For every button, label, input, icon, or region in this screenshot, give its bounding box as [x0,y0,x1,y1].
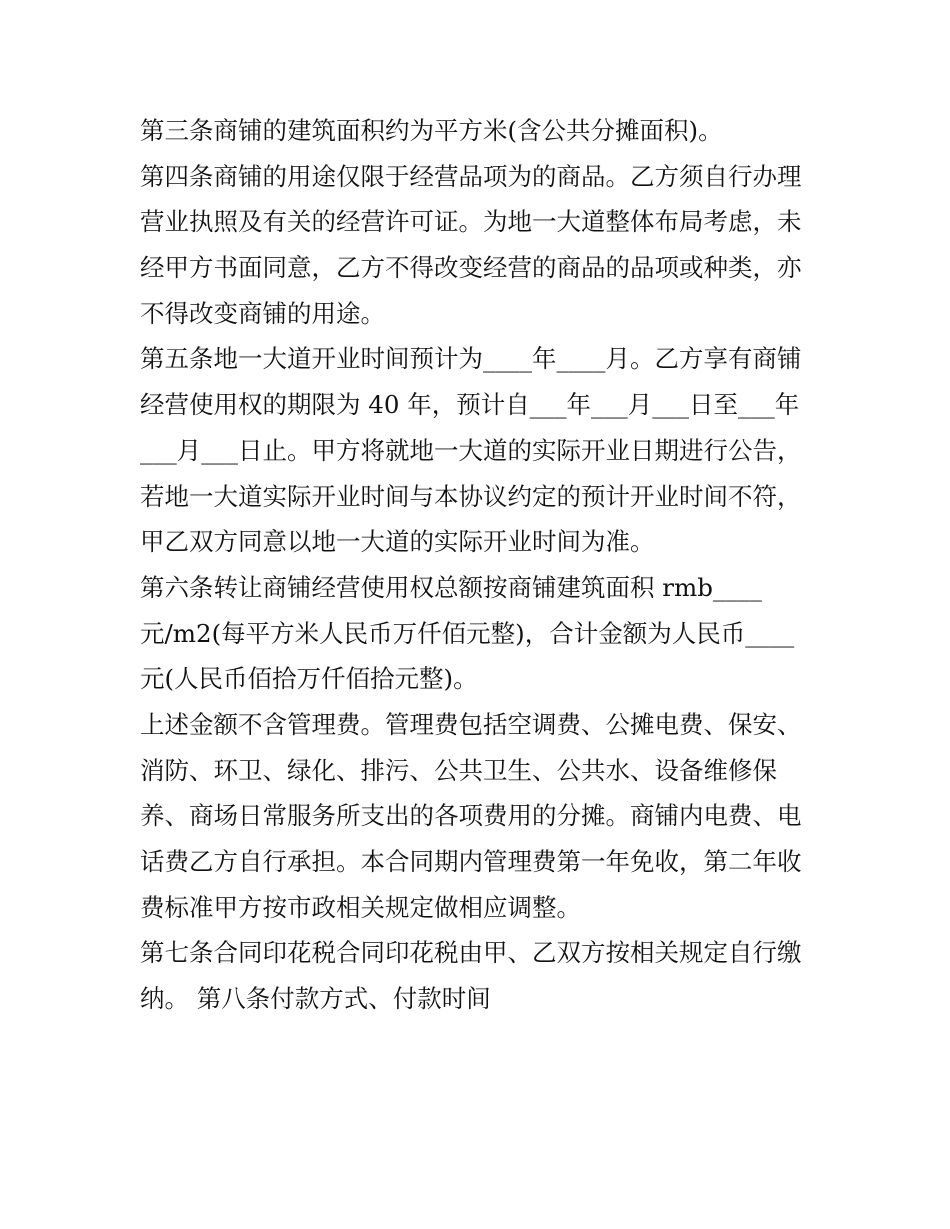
text-line: 元(人民币佰拾万仟佰拾元整)。 [140,664,478,694]
text-line: 纳。 第八条付款方式、付款时间 [140,984,491,1014]
text-line: 第七条合同印花税合同印花税由甲、乙双方按相关规定自行缴 [140,938,802,968]
text-line: 养、商场日常服务所支出的各项费用的分摊。商铺内电费、电 [140,801,802,831]
text-line: 经营使用权的期限为 40 年，预计自___年___月___日至___年 [140,390,800,420]
text-line: 上述金额不含管理费。管理费包括空调费、公摊电费、保安、 [140,709,802,739]
text-line: 第三条商铺的建筑面积约为平方米(含公共分摊面积)。 [140,116,723,145]
text-line: 甲乙双方同意以地一大道的实际开业时间为准。 [140,527,655,557]
text-line: 经甲方书面同意，乙方不得改变经营的商品的品项或种类，亦 [140,253,802,283]
text-line: 第五条地一大道开业时间预计为____年____月。乙方享有商铺 [140,344,802,374]
text-line: 不得改变商铺的用途。 [140,298,385,328]
text-line: 第六条转让商铺经营使用权总额按商铺建筑面积 rmb____ [140,572,762,602]
text-line: ___月___日止。甲方将就地一大道的实际开业日期进行公告， [140,435,802,465]
text-line: 消防、环卫、绿化、排污、公共卫生、公共水、设备维修保 [140,755,777,785]
document-body [140,108,820,1022]
text-line: 第四条商铺的用途仅限于经营品项为的商品。乙方须自行办理 [140,161,802,191]
text-line: 营业执照及有关的经营许可证。为地一大道整体布局考虑，未 [140,207,802,237]
text-line: 话费乙方自行承担。本合同期内管理费第一年免收，第二年收 [140,847,802,876]
text-line: 元/m2(每平方米人民币万仟佰元整)，合计金额为人民币____ [140,618,795,648]
text-line: 费标准甲方按市政相关规定做相应调整。 [140,892,581,922]
text-line: 若地一大道实际开业时间与本协议约定的预计开业时间不符， [140,481,802,511]
